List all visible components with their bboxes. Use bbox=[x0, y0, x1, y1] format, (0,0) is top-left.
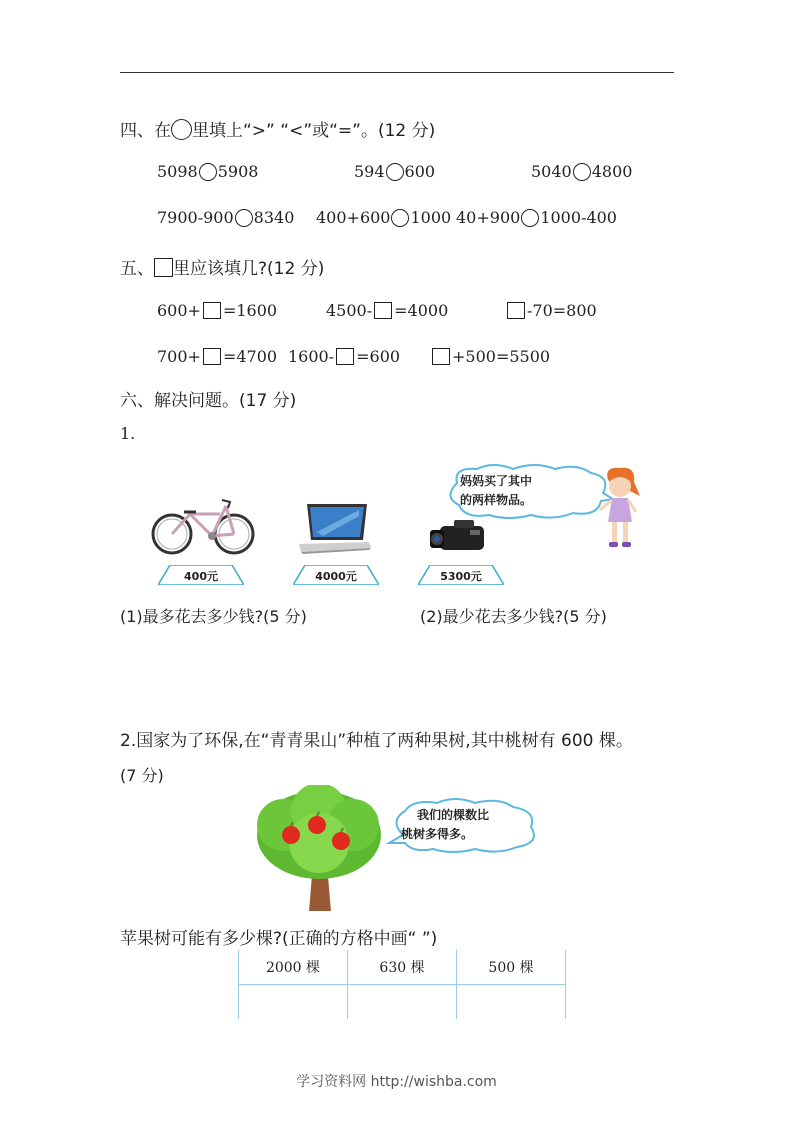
compare-left: 400+600 bbox=[316, 208, 391, 227]
answer-circle[interactable] bbox=[521, 209, 539, 227]
answer-circle[interactable] bbox=[235, 209, 253, 227]
fill-left: 4500- bbox=[326, 301, 373, 320]
fill-right: -70=800 bbox=[527, 301, 597, 320]
compare-left: 40+900 bbox=[456, 208, 521, 227]
compare-right: 600 bbox=[404, 162, 436, 181]
fill-left: 700+ bbox=[157, 347, 201, 366]
fill-right: =4000 bbox=[394, 301, 449, 320]
laptop-icon bbox=[297, 502, 371, 556]
section6-title: 六、解决问题。(17 分) bbox=[120, 391, 297, 411]
fill-right: =600 bbox=[356, 347, 401, 366]
compare-right: 5908 bbox=[217, 162, 259, 181]
camcorder-icon bbox=[430, 518, 488, 556]
compare-item bbox=[157, 208, 294, 227]
square-icon bbox=[154, 258, 173, 277]
bubble2-line1: 我们的棵数比 bbox=[417, 808, 490, 822]
question1b: (2)最少花去多少钱?(5 分) bbox=[420, 607, 607, 626]
compare-item bbox=[316, 208, 451, 227]
bubble1-line1: 妈妈买了其中 bbox=[460, 474, 533, 488]
question2-line2: (7 分) bbox=[120, 766, 164, 785]
compare-left: 5098 bbox=[157, 162, 198, 181]
question1-label: 1. bbox=[120, 424, 136, 443]
apple-tree-icon bbox=[253, 785, 385, 911]
choice-label: 630 棵 bbox=[348, 950, 457, 985]
section5-title bbox=[120, 254, 324, 279]
compare-right: 1000-400 bbox=[540, 208, 617, 227]
fill-right: =4700 bbox=[222, 347, 278, 366]
section5-title-part-b: 里应该填几?(12 分) bbox=[173, 259, 325, 279]
answer-circle[interactable] bbox=[386, 163, 404, 181]
compare-item bbox=[354, 162, 435, 181]
fill-item bbox=[288, 347, 400, 366]
compare-right: 4800 bbox=[591, 162, 633, 181]
price-label-camcorder: 5300元 bbox=[440, 570, 482, 583]
fill-item bbox=[430, 347, 550, 366]
compare-left: 594 bbox=[354, 162, 385, 181]
question1a: (1)最多花去多少钱?(5 分) bbox=[120, 607, 307, 626]
compare-left: 7900-900 bbox=[157, 208, 234, 227]
price-label-laptop: 4000元 bbox=[315, 570, 357, 583]
fill-item bbox=[505, 301, 597, 320]
footer: 学习资料网 http://wishba.com bbox=[296, 1074, 497, 1090]
fill-left: 600+ bbox=[157, 301, 201, 320]
choice-label: 500 棵 bbox=[457, 950, 566, 985]
price-label-bicycle: 400元 bbox=[184, 570, 218, 583]
fill-item bbox=[157, 301, 277, 320]
fill-right: +500=5500 bbox=[452, 347, 551, 366]
fill-item bbox=[326, 301, 448, 320]
question2-line1: 2.国家为了环保,在“青青果山”种植了两种果树,其中桃树有 600 棵。 bbox=[120, 731, 633, 751]
girl-icon bbox=[596, 466, 646, 550]
compare-right: 8340 bbox=[253, 208, 295, 227]
section4-title-part-a: 四、在 bbox=[120, 121, 171, 141]
answer-cell[interactable] bbox=[348, 985, 457, 1020]
answer-box[interactable] bbox=[374, 302, 392, 319]
answer-cell[interactable] bbox=[457, 985, 566, 1020]
section4-title-part-b: 里填上“>” “<”或“=”。(12 分) bbox=[192, 121, 436, 141]
compare-item bbox=[157, 162, 258, 181]
compare-item bbox=[456, 208, 617, 227]
answer-box[interactable] bbox=[336, 348, 354, 365]
answer-box[interactable] bbox=[203, 302, 221, 319]
top-rule bbox=[120, 72, 674, 73]
answer-circle[interactable] bbox=[573, 163, 591, 181]
compare-item bbox=[531, 162, 632, 181]
section5-title-part-a: 五、 bbox=[120, 259, 154, 279]
question2-prompt: 苹果树可能有多少棵?(正确的方格中画“ ”) bbox=[120, 929, 438, 949]
bicycle-icon bbox=[150, 490, 256, 556]
fill-left: 1600- bbox=[288, 347, 335, 366]
bubble2-line2: 桃树多得多。 bbox=[401, 827, 474, 841]
choice-label: 2000 棵 bbox=[239, 950, 348, 985]
circle-icon bbox=[171, 119, 192, 140]
answer-cell[interactable] bbox=[239, 985, 348, 1020]
fill-item bbox=[157, 347, 277, 366]
fill-right: =1600 bbox=[222, 301, 278, 320]
bubble1-line2: 的两样物品。 bbox=[460, 493, 533, 507]
answer-circle[interactable] bbox=[199, 163, 217, 181]
answer-box[interactable] bbox=[203, 348, 221, 365]
section4-title bbox=[120, 116, 435, 141]
answer-box[interactable] bbox=[507, 302, 525, 319]
answer-box[interactable] bbox=[432, 348, 450, 365]
answer-circle[interactable] bbox=[391, 209, 409, 227]
compare-right: 1000 bbox=[410, 208, 452, 227]
answer-table bbox=[238, 950, 566, 1019]
compare-left: 5040 bbox=[531, 162, 572, 181]
